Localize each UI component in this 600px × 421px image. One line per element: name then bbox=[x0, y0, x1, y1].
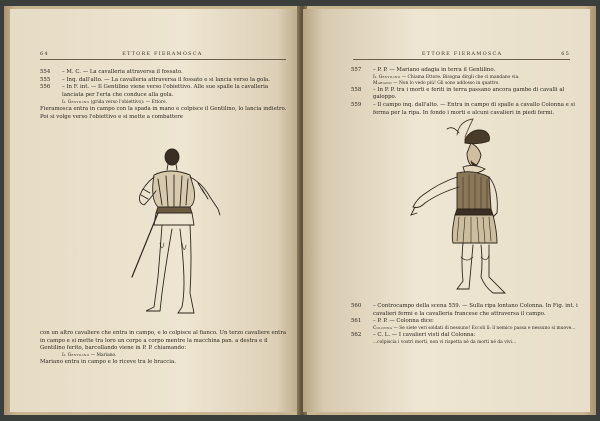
left-text-bottom bbox=[40, 330, 290, 367]
dialogue-note: Mariano — Non lo vedo più! Gli sono addosso in quattro. bbox=[373, 80, 500, 86]
scene-entry: 560 – Controcampo della scena 559. — Sulla ripa lontano Colonna. In Fig. int. i cavalieri fermi e la cavalleria francese che attraversa il campo. bbox=[351, 303, 578, 317]
left-page bbox=[10, 9, 300, 412]
illustration-soldier-back bbox=[110, 143, 250, 323]
left-page-header bbox=[40, 51, 286, 57]
header-rule bbox=[353, 59, 570, 60]
dialogue-note: Colonna — Se siete veri soldati di nessuno! Eccoli lì: il nemico passa e nessuno si muove... bbox=[373, 326, 576, 332]
scene-entry: 557 – P. P. — Mariano adagia in terra il Gentilino. bbox=[351, 67, 496, 73]
running-head: ETTORE FIERAMOSCA bbox=[122, 51, 203, 57]
page-number: 64 bbox=[40, 51, 49, 57]
open-book bbox=[4, 6, 596, 415]
page-number: 65 bbox=[561, 51, 570, 57]
left-text-top bbox=[40, 69, 290, 121]
scene-entry: 558 – In P. P. tra i morti e feriti in terra passano ancora gambe di cavalli al galoppo. bbox=[351, 86, 565, 101]
illustration-cavalier-plumed-hat bbox=[393, 117, 523, 297]
right-text-bottom bbox=[351, 303, 579, 346]
scene-entry: 554 – M. C. — La cavalleria attraversa il fossato. bbox=[40, 69, 183, 75]
dialogue-note: Il Gentilino — Chiama Ettore. Bisogna dirgli che ci mandano via. bbox=[373, 74, 520, 80]
paragraph: con un altro cavaliere che entra in campo, e lo colpisce al fianco. Un terzo cavaliere entra in campo e si mette tra loro un corpo a corpo mentre la macchina pan. a destra e il Gentilino ferito, barcollando viene in P. P. chiamando: bbox=[40, 330, 287, 352]
paragraph: Mariano entra in campo e lo riceve tra le braccia. bbox=[40, 359, 176, 366]
right-page bbox=[303, 9, 590, 412]
dialogue-note: Il Gentilino — Mariano. bbox=[62, 353, 117, 359]
dialogue-note: ...colpiscia i vostri morti, non vi rispetta né da morti né da vivi... bbox=[373, 339, 517, 345]
scene-entry: 562 – C. L. — I cavalieri visti dal Colonna: bbox=[351, 332, 476, 339]
scene-entry: 559 – Il campo inq. dall'alto. — Entra in campo di spalle a cavallo Colonna e si ferma per la ripa. In fondo i morti e alcuni cavalieri in piedi fermi. bbox=[351, 102, 576, 116]
running-head: ETTORE FIERAMOSCA bbox=[421, 51, 503, 57]
right-text-top bbox=[351, 67, 579, 118]
scene-entry: 555 – Inq. dall'alto. — La cavalleria attraversa il fossato e si lancia verso la gola. bbox=[40, 76, 270, 83]
header-rule bbox=[40, 59, 286, 60]
paragraph: Fieramosca entra in campo con la spada in mano e colpisce il Gentilino, lo lancia indietro. Poi si volge verso l'obiettivo e si mette a combattere bbox=[40, 105, 287, 120]
scene-entry: 561 – P. P. — Colonna dice: bbox=[351, 318, 434, 325]
dialogue-note: Il Gentilino (grida verso l'obiettivo): — Ettore. bbox=[62, 99, 167, 105]
right-page-header bbox=[353, 51, 570, 57]
scene-entry: 556 – In F. int. — Il Gentilino viene verso l'obiettivo. Alle sue spalle la cavalleria lanciata per l'erta che conduce alla gola. bbox=[40, 84, 269, 99]
